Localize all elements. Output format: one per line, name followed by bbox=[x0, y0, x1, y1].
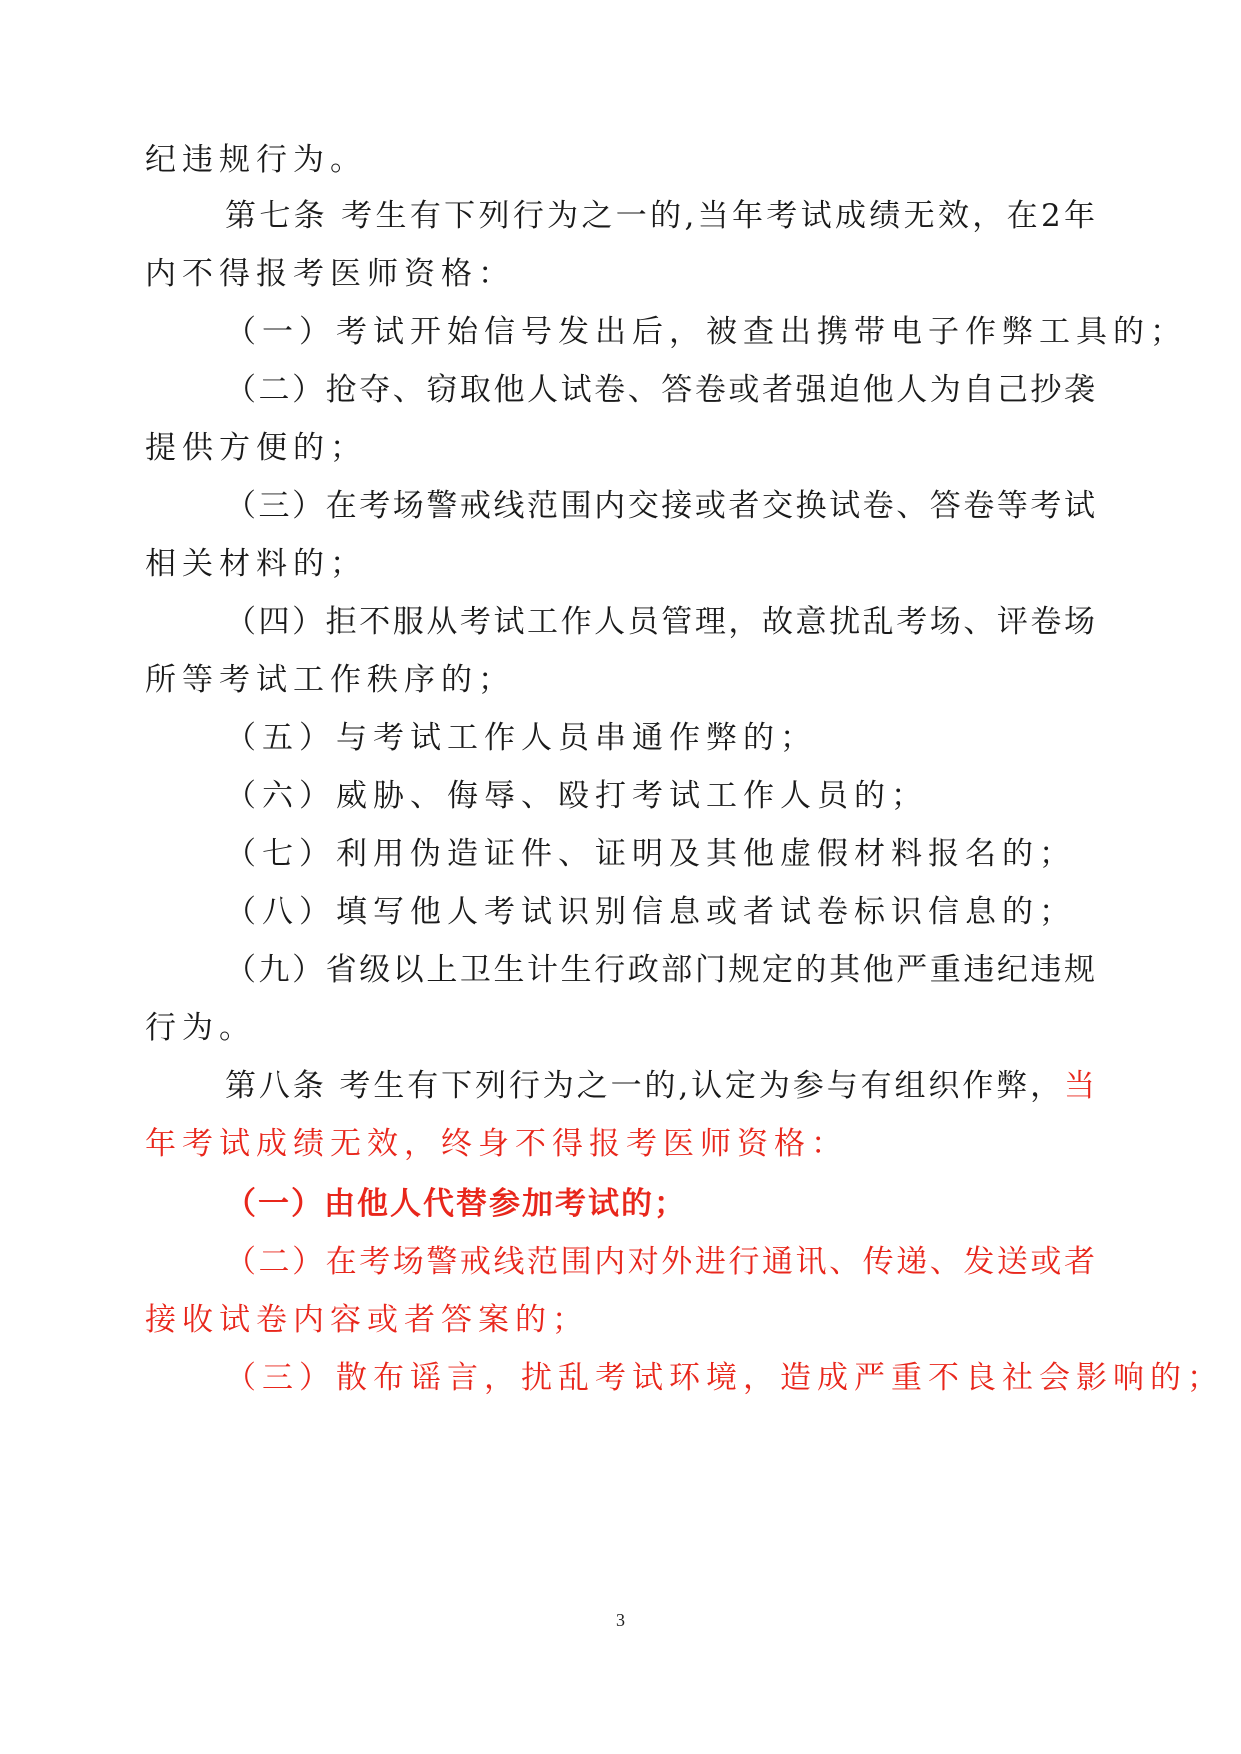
article-8-heading bbox=[225, 1066, 1095, 1106]
paragraph-line: 内不得报考医师资格： bbox=[145, 256, 515, 292]
page-number: 3 bbox=[616, 1610, 625, 1630]
list-item-continuation: 所等考试工作秩序的； bbox=[145, 662, 515, 698]
list-item-red: （三）散布谣言，扰乱考试环境，造成严重不良社会影响的； bbox=[225, 1360, 1224, 1396]
article-7-heading: 第七条 考生有下列行为之一的,当年考试成绩无效，在2年 bbox=[225, 198, 1095, 234]
list-item-continuation: 提供方便的； bbox=[145, 430, 367, 466]
article-8-text: 第八条 考生有下列行为之一的,认定为参与有组织作弊， bbox=[225, 1068, 1064, 1104]
list-item: （九）省级以上卫生计生行政部门规定的其他严重违纪违规 bbox=[225, 952, 1095, 988]
paragraph-line: 纪违规行为。 bbox=[145, 142, 367, 178]
list-item: （三）在考场警戒线范围内交接或者交换试卷、答卷等考试 bbox=[225, 488, 1095, 524]
article-8-penalty-start: 当 bbox=[1064, 1068, 1095, 1104]
list-item-continuation: 相关材料的； bbox=[145, 546, 367, 582]
list-item: （七）利用伪造证件、证明及其他虚假材料报名的； bbox=[225, 836, 1076, 872]
list-item-red: （二）在考场警戒线范围内对外进行通讯、传递、发送或者 bbox=[225, 1244, 1095, 1280]
list-item: （四）拒不服从考试工作人员管理，故意扰乱考场、评卷场 bbox=[225, 604, 1095, 640]
list-item-continuation: 行为。 bbox=[145, 1010, 256, 1046]
list-item: （二）抢夺、窃取他人试卷、答卷或者强迫他人为自己抄袭 bbox=[225, 372, 1095, 408]
list-item: （六）威胁、侮辱、殴打考试工作人员的； bbox=[225, 778, 928, 814]
article-8-penalty: 年考试成绩无效，终身不得报考医师资格： bbox=[145, 1126, 848, 1162]
list-item-red-continuation: 接收试卷内容或者答案的； bbox=[145, 1302, 589, 1338]
list-item: （八）填写他人考试识别信息或者试卷标识信息的； bbox=[225, 894, 1076, 930]
list-item: （五）与考试工作人员串通作弊的； bbox=[225, 720, 817, 756]
list-item-emphasized: （一）由他人代替参加考试的； bbox=[225, 1186, 687, 1222]
list-item: （一）考试开始信号发出后，被查出携带电子作弊工具的； bbox=[225, 314, 1187, 350]
